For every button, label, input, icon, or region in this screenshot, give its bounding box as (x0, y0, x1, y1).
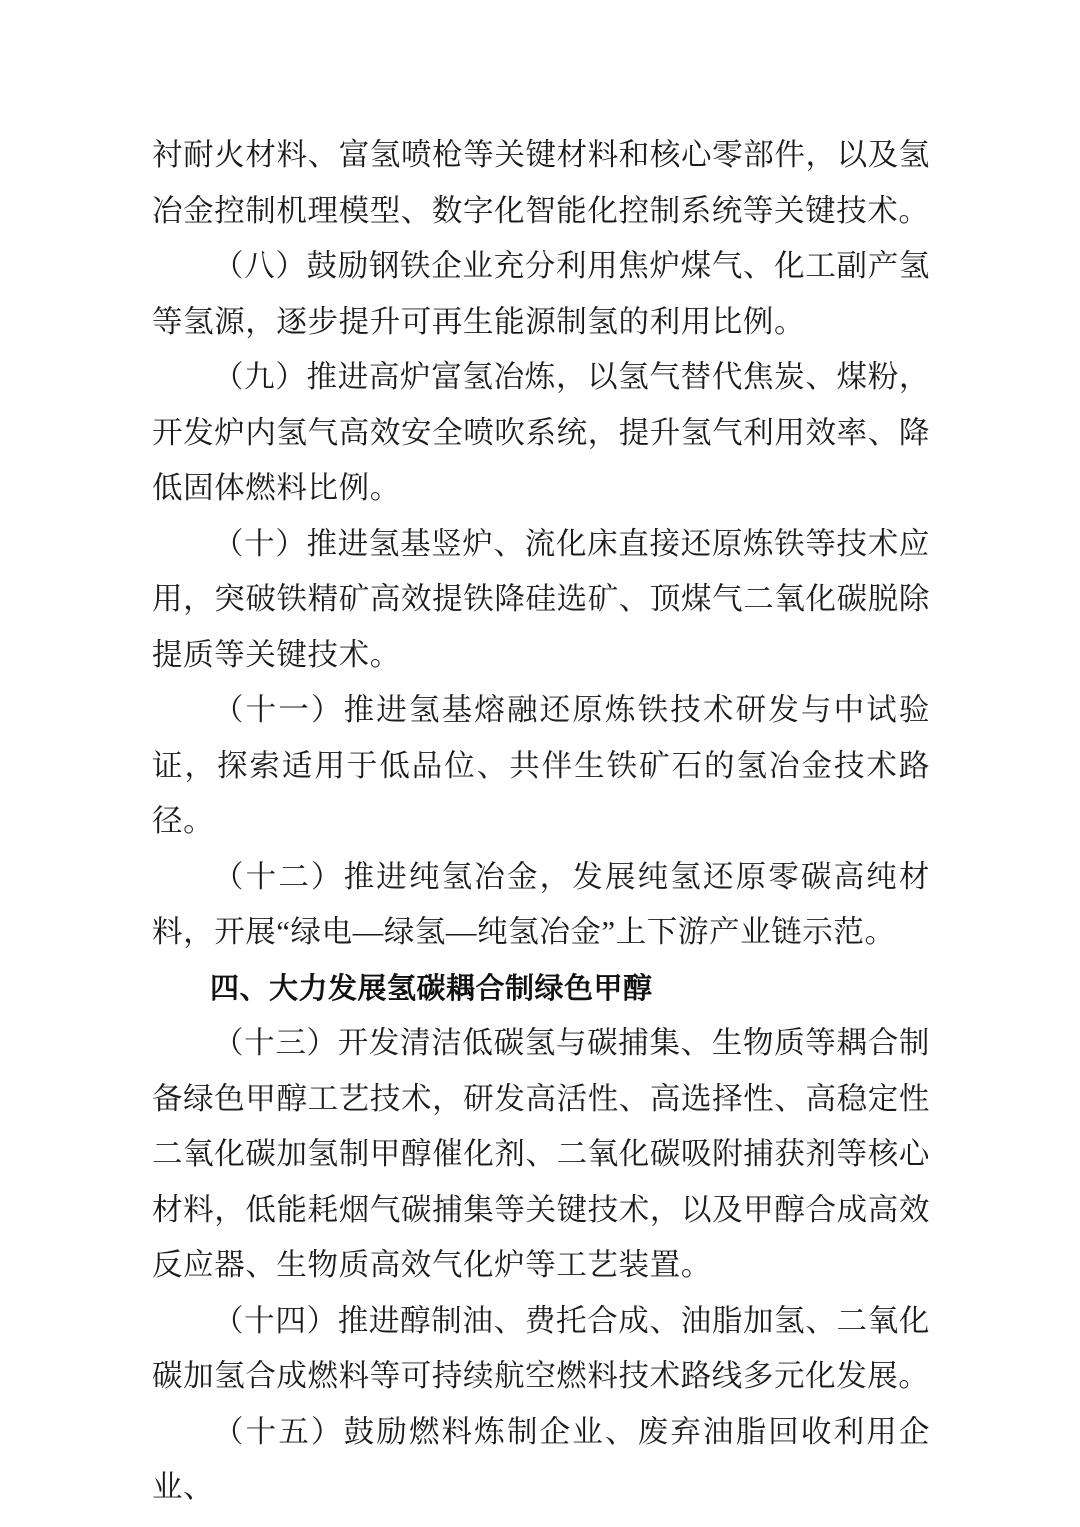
paragraph-item-12: （十二）推进纯氢冶金，发展纯氢还原零碳高纯材料，开展“绿电—绿氢—纯氢冶金”上下游产业链示范。 (152, 859, 930, 949)
paragraph-item-10: （十）推进氢基竖炉、流化床直接还原炼铁等技术应用，突破铁精矿高效提铁降硅选矿、顶煤气二氧化碳脱除提质等关键技术。 (152, 526, 930, 672)
paragraph-item-8: （八）鼓励钢铁企业充分利用焦炉煤气、化工副产氢等氢源，逐步提升可再生能源制氢的利用比例。 (152, 249, 930, 339)
paragraph-item-9: （九）推进高炉富氢冶炼，以氢气替代焦炭、煤粉，开发炉内氢气高效安全喷吹系统，提升氢气利用效率、降低固体燃料比例。 (152, 360, 930, 505)
paragraph-item-14: （十四）推进醇制油、费托合成、油脂加氢、二氧化碳加氢合成燃料等可持续航空燃料技术路线多元化发展。 (152, 1303, 930, 1393)
section-heading-four: 四、大力发展氢碳耦合制绿色甲醇 (210, 970, 653, 1005)
document-body (152, 128, 930, 1516)
paragraph-item-15: （十五）鼓励燃料炼制企业、废弃油脂回收利用企业、 (152, 1414, 930, 1504)
paragraph-item-11: （十一）推进氢基熔融还原炼铁技术研发与中试验证，探索适用于低品位、共伴生铁矿石的氢冶金技术路径。 (152, 693, 930, 838)
paragraph-item-13: （十三）开发清洁低碳氢与碳捕集、生物质等耦合制备绿色甲醇工艺技术，研发高活性、高选择性、高稳定性二氧化碳加氢制甲醇催化剂、二氧化碳吸附捕获剂等核心材料，低能耗烟气碳捕集等关键技术，以及甲醇合成高效反应器、生物质高效气化炉等工艺装置。 (152, 1026, 930, 1282)
paragraph-continued: 衬耐火材料、富氢喷枪等关键材料和核心零部件，以及氢冶金控制机理模型、数字化智能化控制系统等关键技术。 (152, 138, 930, 228)
